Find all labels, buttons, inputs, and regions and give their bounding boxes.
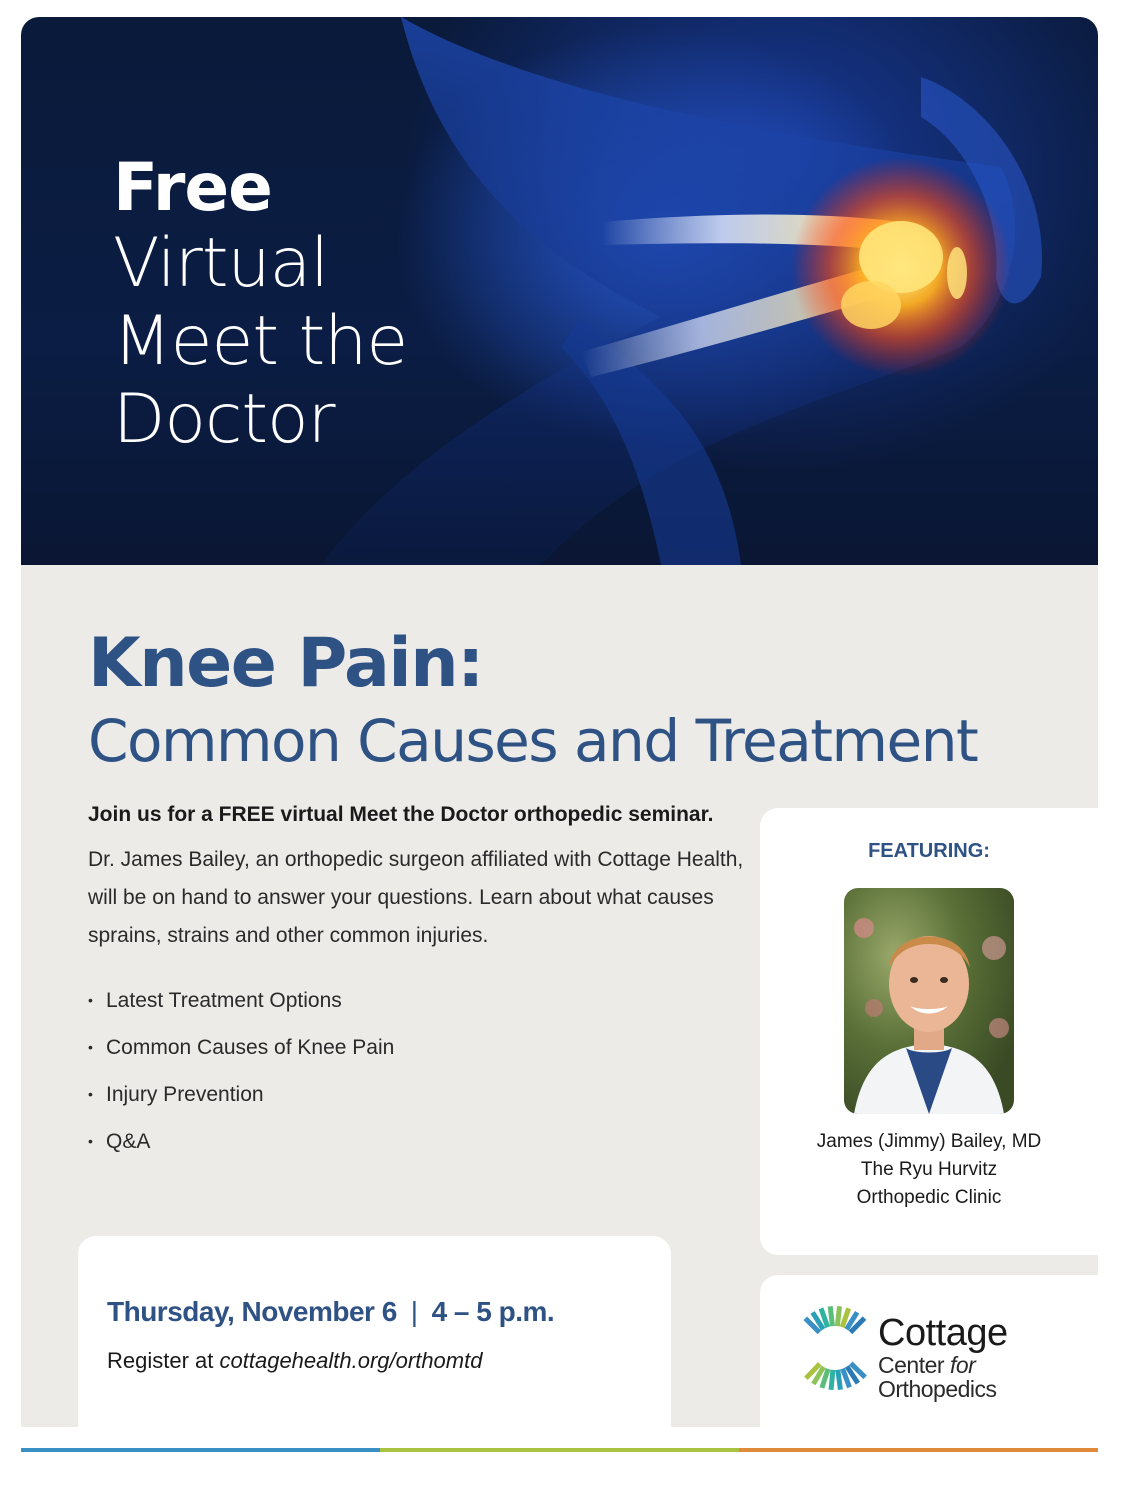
- doctor-name: [760, 1128, 1098, 1212]
- headline-title: Knee Pain:: [88, 624, 483, 703]
- list-item: • Injury Prevention: [88, 1071, 758, 1118]
- event-time: 4 – 5 p.m.: [431, 1296, 555, 1327]
- cottage-logo-text: [878, 1313, 1008, 1401]
- doctor-name-line1: James (Jimmy) Bailey, MD: [816, 1131, 1042, 1152]
- stripe-green: [380, 1448, 739, 1452]
- logo-line2: Center for: [878, 1352, 976, 1378]
- hero-banner: [21, 17, 1098, 565]
- logo-box: [760, 1275, 1098, 1427]
- logo-name: Cottage: [878, 1312, 1008, 1354]
- hero-virtual: Virtual: [113, 224, 329, 303]
- event-day: Thursday, November 6: [107, 1296, 397, 1327]
- logo-ray: [838, 1370, 841, 1390]
- intro-description: Dr. James Bailey, an orthopedic surgeon affiliated with Cottage Health, will be on hand to answer your questions. Learn about what causes sprains, strains and other common injuries.: [88, 848, 744, 947]
- doctor-name-line3: Orthopedic Clinic: [856, 1187, 1002, 1208]
- intro-section: [88, 803, 758, 1165]
- stripe-blue: [21, 1448, 380, 1452]
- logo-ray: [831, 1370, 833, 1390]
- logo-line3: Orthopedics: [878, 1376, 997, 1402]
- event-card: [78, 1236, 671, 1427]
- cottage-logo-mark: [790, 1303, 880, 1393]
- register-prefix: Register at: [107, 1348, 214, 1373]
- list-item: • Q&A: [88, 1118, 758, 1165]
- event-separator: |: [410, 1296, 418, 1327]
- intro-lead: Join us for a FREE virtual Meet the Doctor orthopedic seminar.: [88, 803, 714, 826]
- topic-list: [88, 977, 758, 1165]
- featuring-label: FEATURING:: [868, 840, 990, 862]
- featuring-card: [760, 808, 1098, 1255]
- stripe-orange: [739, 1448, 1098, 1452]
- event-datetime: [107, 1296, 554, 1328]
- hero-meet: Meet the: [113, 302, 408, 381]
- headline: [88, 622, 977, 776]
- headline-subtitle: Common Causes and Treatment: [88, 707, 978, 775]
- doctor-photo: [844, 888, 1014, 1114]
- register-line: [107, 1348, 482, 1374]
- hero-free: Free: [113, 149, 272, 226]
- list-item: • Latest Treatment Options: [88, 977, 758, 1024]
- register-link[interactable]: cottagehealth.org/orthomtd: [219, 1348, 483, 1373]
- hero-title: [113, 151, 407, 459]
- logo-ray: [837, 1306, 839, 1326]
- doctor-name-line2: The Ryu Hurvitz: [860, 1159, 998, 1180]
- hero-doctor: Doctor: [113, 380, 335, 459]
- list-item: • Common Causes of Knee Pain: [88, 1024, 758, 1071]
- footer-stripe: [21, 1448, 1098, 1452]
- logo-ray: [830, 1306, 832, 1326]
